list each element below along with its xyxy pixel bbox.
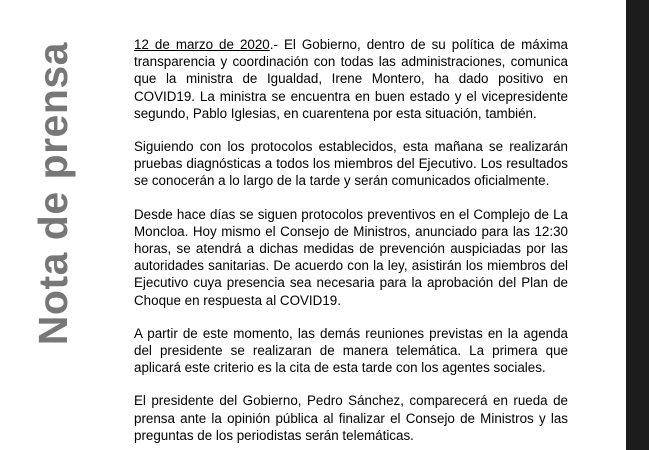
paragraph-2: Siguiendo con los protocolos establecidos, esta mañana se realizarán pruebas diagnósticas a todos los miembros del Ejecutivo. Los resultados se conocerán a lo largo de la tarde y serán comunicados oficialmente. [134, 139, 568, 189]
side-title-container [28, 41, 78, 345]
paragraph-5: El presidente del Gobierno, Pedro Sánchez, comparecerá en rueda de prensa ante la opinión pública al finalizar el Consejo de Ministros y las preguntas de los periodistas serán telemáticas. [134, 393, 568, 443]
paragraph-1 [134, 36, 568, 122]
release-date: 12 de marzo de 2020 [134, 37, 270, 52]
paragraph-1-text: .- El Gobierno, dentro de su política de máxima transparencia y coordinación con todas las administraciones, comunica que la ministra de Igualdad, Irene Montero, ha dado positivo en COVID19. La ministra se encuentra en buen estado y el vicepresidente segundo, Pablo Iglesias, en cuarentena por esta situación, también. [134, 37, 568, 121]
paragraph-4: A partir de este momento, las demás reuniones previstas en la agenda del presidente se realizaran de manera telemática. La primera que aplicará este criterio es la cita de esta tarde con los agentes sociales. [134, 325, 568, 376]
press-release-body [134, 36, 568, 444]
side-title: Nota de prensa [29, 41, 76, 345]
paragraph-3: Desde hace días se siguen protocolos preventivos en el Complejo de La Moncloa. Hoy mismo el Consejo de Ministros, anunciado para las 12:30 horas, se atendrá a dichas medidas de prevención auspiciadas por las autoridades sanitarias. De acuerdo con la ley, asistirán los miembros del Ejecutivo cuya presencia sea necesaria para la aprobación del Plan de Choque en respuesta al COVID19. [134, 206, 568, 308]
page-edge-border [626, 0, 649, 450]
